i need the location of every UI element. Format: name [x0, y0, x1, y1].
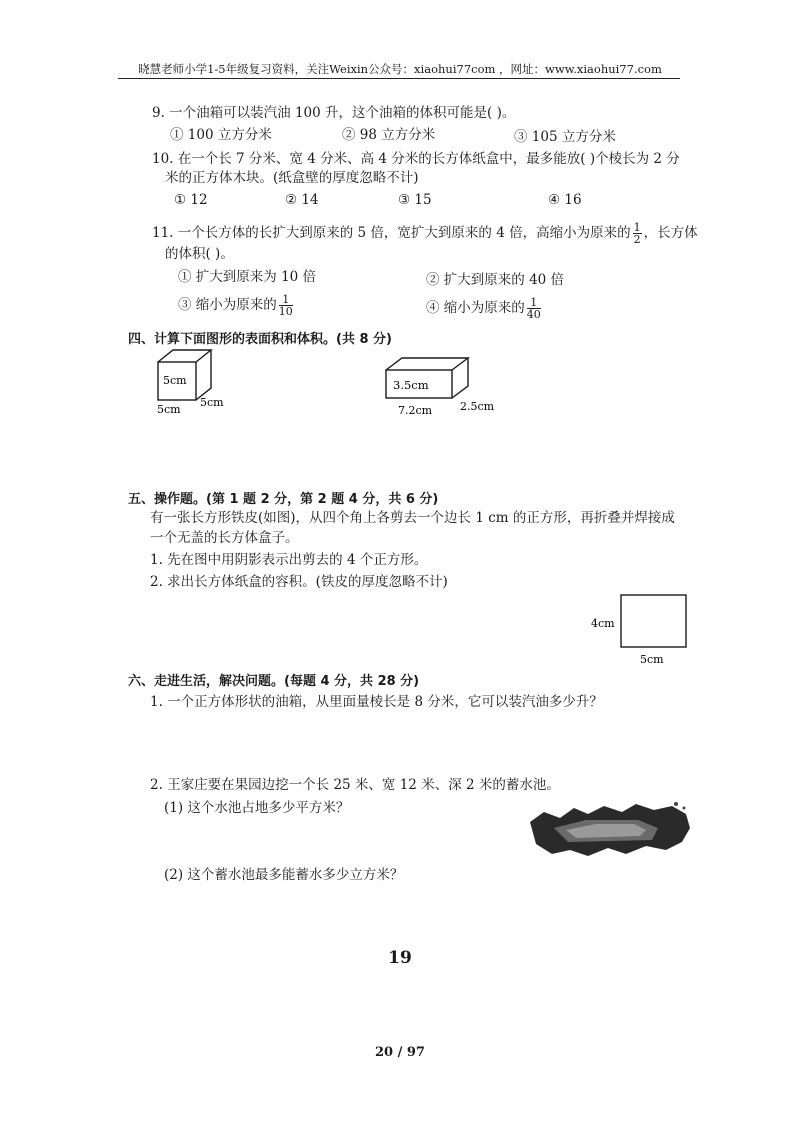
- section-5-title: 五、操作题。(第 1 题 2 分，第 2 题 4 分，共 6 分): [128, 492, 439, 507]
- rectangle-width-label: 5cm: [640, 653, 664, 666]
- section-6-q1: 1. 一个正方体形状的油箱，从里面量棱长是 8 分米，它可以装汽油多少升？: [150, 694, 603, 710]
- q11-stem-a: 11. 一个长方体的长扩大到原来的 5 倍，宽扩大到原来的 4 倍，高缩小为原来的: [152, 225, 631, 241]
- q11-option-2: ② 扩大到原来的 40 倍: [426, 272, 565, 288]
- page-header: 晓慧老师小学1-5年级复习资料，关注Weixin公众号：xiaohui77com ，网址：www.xiaohui77.com: [138, 62, 662, 76]
- section-6-q2: 2. 王家庄要在果园边挖一个长 25 米、宽 12 米、深 2 米的蓄水池。: [150, 777, 560, 793]
- cube-figure: [145, 346, 235, 418]
- cube-front-label: 5cm: [163, 374, 187, 387]
- q11-stem-b: ，长方体: [643, 225, 698, 241]
- q10-stem-line2: 米的正方体木块。(纸盒壁的厚度忽略不计): [165, 170, 419, 186]
- q9-option-1: ① 100 立方分米: [170, 127, 272, 143]
- cuboid-bottom-label: 7.2cm: [398, 404, 433, 417]
- page-number: 19: [388, 948, 412, 968]
- rectangle-sheet-figure: [588, 590, 698, 670]
- cuboid-side-label: 2.5cm: [460, 400, 495, 413]
- section-5-item-1: 1. 先在图中用阴影表示出剪去的 4 个正方形。: [150, 552, 428, 568]
- q10-option-1: ① 12: [174, 192, 208, 208]
- section-6-q2-part2: (2) 这个蓄水池最多能蓄水多少立方米？: [164, 867, 404, 883]
- section-5-intro-line2: 一个无盖的长方体盒子。: [150, 530, 299, 546]
- q11-stem-fraction: $\frac{1}{2}$: [633, 221, 641, 246]
- q10-stem-line1: 10. 在一个长 7 分米、宽 4 分米、高 4 分米的长方体纸盒中，最多能放( )个棱长为 2 分: [152, 151, 680, 167]
- water-pool-illustration: [526, 798, 694, 860]
- section-4-title: 四、计算下面图形的表面积和体积。(共 8 分): [128, 332, 392, 347]
- cuboid-figure: [380, 352, 510, 422]
- section-6-title: 六、走进生活，解决问题。(每题 4 分，共 28 分): [128, 674, 420, 689]
- q10-option-4: ④ 16: [548, 192, 582, 208]
- cube-bottom-label: 5cm: [157, 403, 181, 416]
- rectangle-height-label: 4cm: [591, 617, 615, 630]
- q9-stem: 9. 一个油箱可以装汽油 100 升，这个油箱的体积可能是( )。: [152, 105, 516, 121]
- q10-option-3: ③ 15: [398, 192, 432, 208]
- cube-side-label: 5cm: [200, 396, 224, 409]
- section-6-q2-part1: (1) 这个水池占地多少平方米？: [164, 800, 350, 816]
- q11-option-3: ③ 缩小为原来的 $\frac{1}{10}$: [178, 293, 293, 318]
- q10-option-2: ② 14: [285, 192, 319, 208]
- cuboid-front-label: 3.5cm: [393, 378, 429, 392]
- page-counter: 20 / 97: [375, 1045, 425, 1060]
- q11-stem-line2: 的体积( )。: [165, 246, 234, 262]
- q9-option-3: ③ 105 立方分米: [514, 129, 616, 145]
- q9-option-2: ② 98 立方分米: [342, 127, 436, 143]
- section-5-intro-line1: 有一张长方形铁皮(如图)，从四个角上各剪去一个边长 1 cm 的正方形，再折叠并焊接成: [150, 510, 675, 526]
- header-divider: [118, 78, 680, 79]
- q11-option-4: ④ 缩小为原来的 $\frac{1}{40}$: [426, 296, 541, 321]
- section-5-item-2: 2. 求出长方体纸盒的容积。(铁皮的厚度忽略不计): [150, 574, 448, 590]
- q11-option-1: ① 扩大到原来为 10 倍: [178, 269, 317, 285]
- q11-stem-line1: [152, 222, 698, 245]
